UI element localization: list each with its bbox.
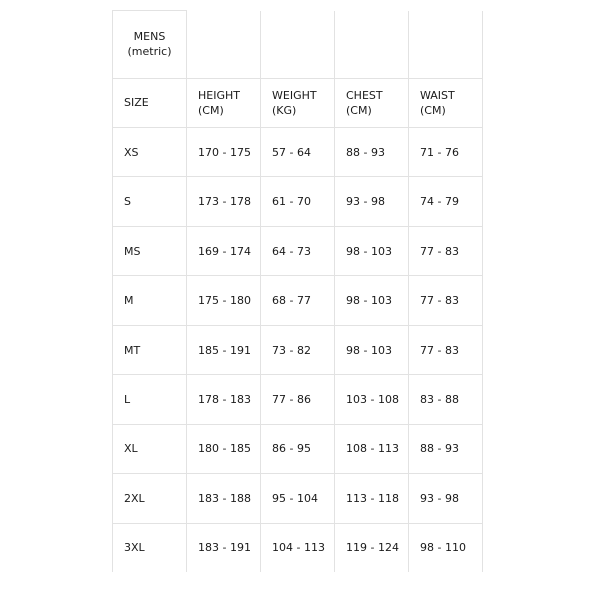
size-chart-body bbox=[113, 11, 483, 573]
cell-chest: 93 - 98 bbox=[335, 177, 409, 226]
cell-chest: 98 - 103 bbox=[335, 325, 409, 374]
cell-size: M bbox=[113, 276, 187, 325]
cell-waist: 93 - 98 bbox=[409, 474, 483, 523]
cell-chest: 88 - 93 bbox=[335, 128, 409, 177]
cell-waist: 77 - 83 bbox=[409, 276, 483, 325]
header-waist-label: WAIST bbox=[420, 88, 455, 102]
header-height-unit: (CM) bbox=[198, 103, 224, 117]
empty-header-cell bbox=[187, 11, 261, 79]
header-height bbox=[187, 78, 261, 127]
cell-waist: 77 - 83 bbox=[409, 226, 483, 275]
cell-weight: 68 - 77 bbox=[261, 276, 335, 325]
cell-weight: 61 - 70 bbox=[261, 177, 335, 226]
table-row bbox=[113, 523, 483, 572]
cell-size: S bbox=[113, 177, 187, 226]
cell-height: 178 - 183 bbox=[187, 375, 261, 424]
cell-chest: 119 - 124 bbox=[335, 523, 409, 572]
cell-height: 185 - 191 bbox=[187, 325, 261, 374]
header-weight-label: WEIGHT bbox=[272, 88, 317, 102]
cell-height: 173 - 178 bbox=[187, 177, 261, 226]
chart-title-cell bbox=[113, 11, 187, 79]
title-row bbox=[113, 11, 483, 79]
table-row bbox=[113, 226, 483, 275]
cell-height: 180 - 185 bbox=[187, 424, 261, 473]
header-waist-unit: (CM) bbox=[420, 103, 446, 117]
cell-height: 183 - 191 bbox=[187, 523, 261, 572]
cell-size: XL bbox=[113, 424, 187, 473]
cell-size: 3XL bbox=[113, 523, 187, 572]
table-row bbox=[113, 375, 483, 424]
cell-size: XS bbox=[113, 128, 187, 177]
table-row bbox=[113, 128, 483, 177]
cell-waist: 77 - 83 bbox=[409, 325, 483, 374]
cell-chest: 103 - 108 bbox=[335, 375, 409, 424]
header-size bbox=[113, 78, 187, 127]
cell-size: 2XL bbox=[113, 474, 187, 523]
header-chest-label: CHEST bbox=[346, 88, 383, 102]
cell-chest: 98 - 103 bbox=[335, 276, 409, 325]
cell-height: 169 - 174 bbox=[187, 226, 261, 275]
table-row bbox=[113, 177, 483, 226]
table-row bbox=[113, 424, 483, 473]
table-row bbox=[113, 474, 483, 523]
cell-weight: 86 - 95 bbox=[261, 424, 335, 473]
header-weight bbox=[261, 78, 335, 127]
header-chest bbox=[335, 78, 409, 127]
cell-waist: 74 - 79 bbox=[409, 177, 483, 226]
header-chest-unit: (CM) bbox=[346, 103, 372, 117]
header-weight-unit: (KG) bbox=[272, 103, 297, 117]
size-chart-table bbox=[112, 10, 483, 572]
cell-weight: 57 - 64 bbox=[261, 128, 335, 177]
cell-chest: 113 - 118 bbox=[335, 474, 409, 523]
cell-chest: 98 - 103 bbox=[335, 226, 409, 275]
header-size-label: SIZE bbox=[124, 96, 149, 110]
header-height-label: HEIGHT bbox=[198, 88, 240, 102]
chart-title: MENS bbox=[133, 30, 166, 44]
column-header-row bbox=[113, 78, 483, 127]
cell-size: MT bbox=[113, 325, 187, 374]
cell-size: L bbox=[113, 375, 187, 424]
cell-height: 175 - 180 bbox=[187, 276, 261, 325]
cell-waist: 71 - 76 bbox=[409, 128, 483, 177]
cell-height: 183 - 188 bbox=[187, 474, 261, 523]
cell-height: 170 - 175 bbox=[187, 128, 261, 177]
table-row bbox=[113, 276, 483, 325]
cell-waist: 88 - 93 bbox=[409, 424, 483, 473]
cell-waist: 98 - 110 bbox=[409, 523, 483, 572]
cell-weight: 104 - 113 bbox=[261, 523, 335, 572]
cell-weight: 64 - 73 bbox=[261, 226, 335, 275]
cell-size: MS bbox=[113, 226, 187, 275]
cell-chest: 108 - 113 bbox=[335, 424, 409, 473]
cell-waist: 83 - 88 bbox=[409, 375, 483, 424]
chart-subtitle: (metric) bbox=[127, 45, 172, 59]
header-waist bbox=[409, 78, 483, 127]
empty-header-cell bbox=[409, 11, 483, 79]
cell-weight: 95 - 104 bbox=[261, 474, 335, 523]
table-row bbox=[113, 325, 483, 374]
empty-header-cell bbox=[335, 11, 409, 79]
cell-weight: 77 - 86 bbox=[261, 375, 335, 424]
cell-weight: 73 - 82 bbox=[261, 325, 335, 374]
empty-header-cell bbox=[261, 11, 335, 79]
